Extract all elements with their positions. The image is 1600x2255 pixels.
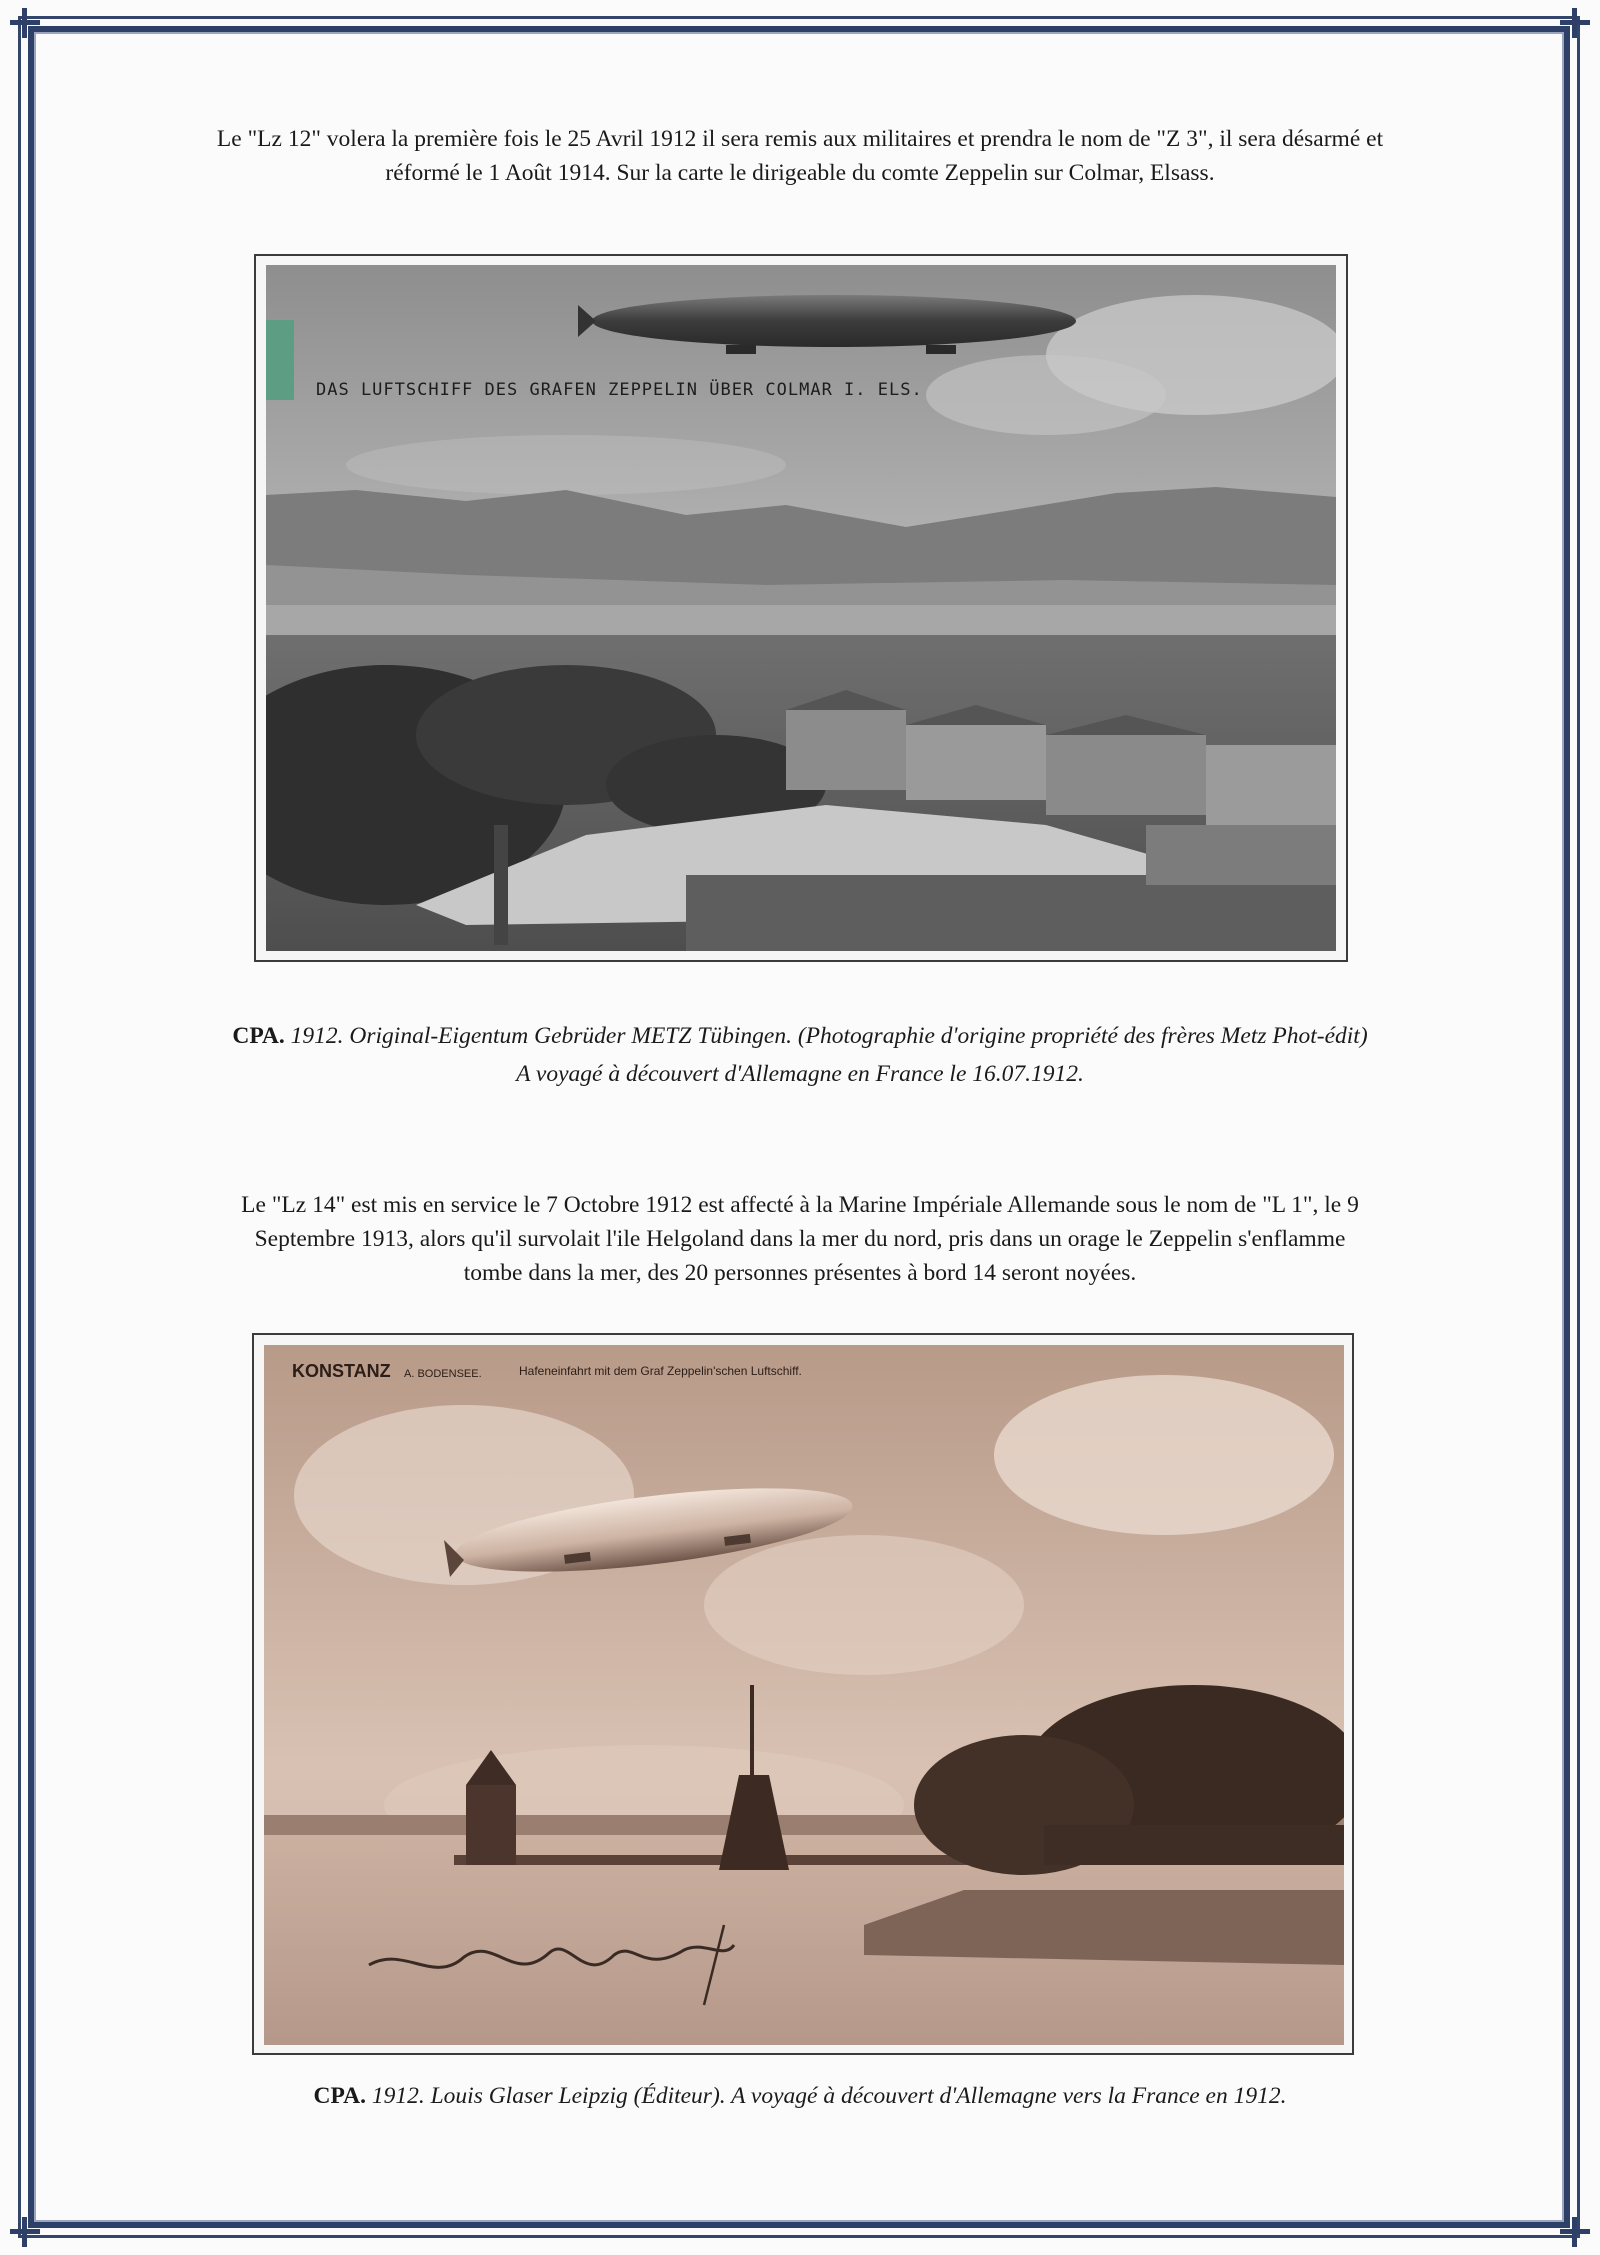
caption-line bbox=[60, 1017, 1540, 1055]
postcard-konstanz-frame bbox=[252, 1333, 1354, 2055]
zeppelin-illustration bbox=[592, 295, 1076, 347]
corner-ornament bbox=[10, 2217, 40, 2247]
intro-paragraph-lz12 bbox=[60, 122, 1540, 190]
paragraph-line: Le "Lz 14" est mis en service le 7 Octobre 1912 est affecté à la Marine Impériale Allemande sous le nom de "L 1", le 9 bbox=[241, 1192, 1359, 1218]
caption-text: 1912. Louis Glaser Leipzig (Éditeur). A voyagé à découvert d'Allemagne vers la France en 1912. bbox=[365, 2083, 1287, 2109]
paragraph-line: Septembre 1913, alors qu'il survolait l'ile Helgoland dans la mer du nord, pris dans un orage le Zeppelin s'enflamme bbox=[254, 1226, 1346, 1252]
postcard-konstanz-place-sub: A. BODENSEE. bbox=[404, 1368, 482, 1380]
stamp-icon bbox=[266, 320, 294, 400]
postcard-colmar-image bbox=[266, 265, 1336, 951]
corner-ornament bbox=[10, 8, 40, 38]
intro-paragraph-lz14 bbox=[60, 1188, 1540, 1290]
paragraph-line: réformé le 1 Août 1914. Sur la carte le dirigeable du comte Zeppelin sur Colmar, Elsass. bbox=[385, 160, 1215, 186]
paragraph-line: Le "Lz 12" volera la première fois le 25 Avril 1912 il sera remis aux militaires et prendra le nom de "Z 3", il sera désarmé et bbox=[216, 126, 1384, 152]
corner-ornament bbox=[1560, 8, 1590, 38]
caption-postcard-colmar bbox=[60, 1017, 1540, 1093]
caption-postcard-konstanz bbox=[60, 2077, 1540, 2115]
postcard-konstanz-title: Hafeneinfahrt mit dem Graf Zeppelin'schen Luftschiff. bbox=[519, 1364, 802, 1378]
caption-text: 1912. Original-Eigentum Gebrüder METZ Tübingen. (Photographie d'origine propriété des frères Metz Phot-édit) bbox=[284, 1023, 1368, 1049]
caption-line bbox=[60, 2077, 1540, 2115]
postcard-colmar-title: DAS LUFTSCHIFF DES GRAFEN ZEPPELIN ÜBER COLMAR I. ELS. bbox=[316, 380, 923, 400]
postcard-konstanz-place: KONSTANZ bbox=[292, 1361, 391, 1381]
postcard-colmar-frame bbox=[254, 254, 1348, 962]
corner-ornament bbox=[1560, 2217, 1590, 2247]
caption-line: A voyagé à découvert d'Allemagne en France le 16.07.1912. bbox=[516, 1061, 1084, 1087]
caption-prefix: CPA. bbox=[232, 1023, 285, 1049]
paragraph-line: tombe dans la mer, des 20 personnes présentes à bord 14 seront noyées. bbox=[463, 1260, 1137, 1286]
postcard-konstanz-image bbox=[264, 1345, 1344, 2045]
caption-prefix: CPA. bbox=[313, 2083, 366, 2109]
